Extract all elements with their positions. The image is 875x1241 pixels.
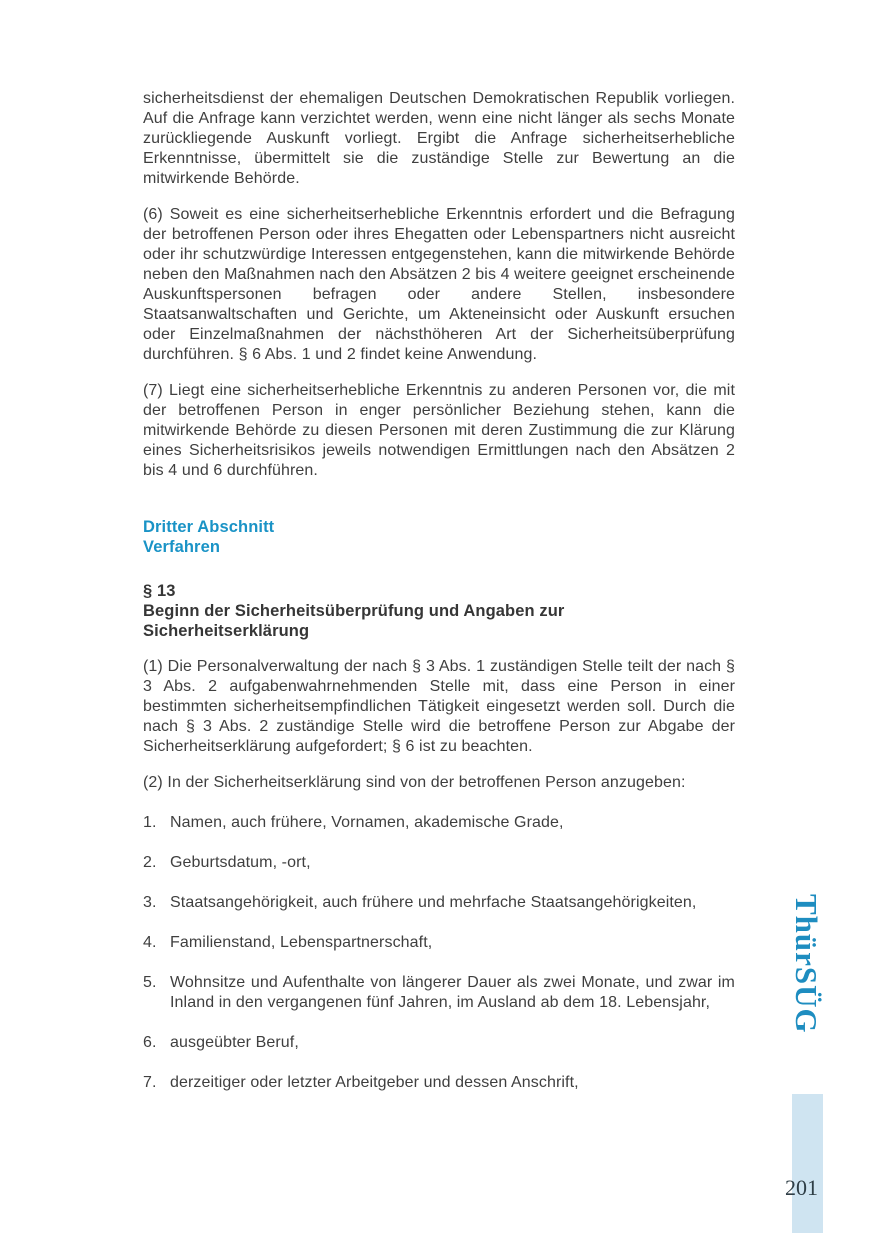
list-item-number: 3. bbox=[143, 894, 157, 911]
list-item-text: ausgeübter Beruf, bbox=[170, 1034, 299, 1051]
list-item-number: 4. bbox=[143, 934, 157, 951]
list-item-text: Staatsangehörigkeit, auch frühere und mehrfache Staatsangehörigkeiten, bbox=[170, 894, 697, 911]
list-item bbox=[143, 1033, 735, 1053]
list-item-text: Wohnsitze und Aufenthalte von längerer Dauer als zwei Monate, und zwar im Inland in den vergangenen fünf Jahren, im Ausland ab dem 18. Lebensjahr, bbox=[170, 974, 735, 1011]
list-item-number: 7. bbox=[143, 1074, 157, 1091]
list-item bbox=[143, 813, 735, 833]
list-item-number: 2. bbox=[143, 854, 157, 871]
list-item-text: derzeitiger oder letzter Arbeitgeber und dessen Anschrift, bbox=[170, 1074, 579, 1091]
paragraph-1: (1) Die Personalverwaltung der nach § 3 Abs. 1 zuständigen Stelle teilt der nach § 3 Abs. 2 aufgabenwahrnehmenden Stelle mit, dass eine Person in einer bestimmten sicherheitsempfindlichen Tätigkeit eingesetzt werden soll. Durch die nach § 3 Abs. 2 zuständige Stelle wird die betroffene Person zur Abgabe der Sicherheitserklärung aufgefordert; § 6 ist zu beachten. bbox=[143, 658, 735, 755]
list-item-text: Familienstand, Lebenspartnerschaft, bbox=[170, 934, 433, 951]
list-item-number: 1. bbox=[143, 814, 157, 831]
article-heading bbox=[143, 581, 735, 641]
section-heading-line1: Dritter Abschnitt bbox=[143, 518, 275, 536]
list-item-number: 6. bbox=[143, 1034, 157, 1051]
paragraph-7: (7) Liegt eine sicherheitserhebliche Erkenntnis zu anderen Personen vor, die mit der betroffenen Person in enger persönlicher Beziehung stehen, kann die mitwirkende Behörde zu diesen Personen mit deren Zustimmung die zur Klärung eines Sicherheitsrisikos jeweils notwendigen Ermittlungen nach den Absätzen 2 bis 4 und 6 durchführen. bbox=[143, 382, 735, 479]
list-item bbox=[143, 1073, 735, 1093]
page-number: 201 bbox=[785, 1175, 818, 1200]
list-item-number: 5. bbox=[143, 974, 157, 991]
paragraph-2-intro: (2) In der Sicherheitserklärung sind von der betroffenen Person anzugeben: bbox=[143, 774, 686, 791]
section-heading bbox=[143, 517, 735, 557]
intro-paragraph: sicherheitsdienst der ehemaligen Deutschen Demokratischen Republik vorliegen. Auf die Anfrage kann verzichtet werden, wenn eine nicht länger als sechs Monate zurückliegende Auskunft vorliegt. Ergibt die Anfrage sicherheitserhebliche Erkenntnisse, übermittelt sie die zuständige Stelle zur Bewertung an die mitwirkende Behörde. bbox=[143, 90, 735, 187]
main-text-column bbox=[143, 89, 735, 1113]
section-heading-line2: Verfahren bbox=[143, 538, 221, 556]
law-abbreviation-side-label: ThürSÜG bbox=[789, 894, 824, 1034]
page-margin-bar bbox=[792, 1094, 823, 1233]
declaration-items-list bbox=[143, 813, 735, 1093]
list-item bbox=[143, 853, 735, 873]
list-item bbox=[143, 933, 735, 953]
article-title: Beginn der Sicherheitsüberprüfung und Angaben zur Sicherheitserklärung bbox=[143, 602, 565, 640]
paragraph-6: (6) Soweit es eine sicherheitserhebliche Erkenntnis erfordert und die Befragung der betroffenen Person oder ihres Ehegatten oder Lebenspartners nicht ausreicht oder ihr schutzwürdige Interessen entgegenstehen, kann die mitwirkende Behörde neben den Maßnahmen nach den Absätzen 2 bis 4 weitere geeignet erscheinende Auskunftspersonen befragen oder andere Stellen, insbesondere Staatsanwaltschaften und Gerichte, um Akteneinsicht oder Auskunft ersuchen oder Einzelmaßnahmen der nächsthöheren Art der Sicherheitsüberprüfung durchführen. § 6 Abs. 1 und 2 findet keine Anwendung. bbox=[143, 206, 735, 363]
list-item bbox=[143, 973, 735, 1013]
list-item bbox=[143, 893, 735, 913]
article-number: § 13 bbox=[143, 582, 176, 600]
list-item-text: Geburtsdatum, -ort, bbox=[170, 854, 311, 871]
list-item-text: Namen, auch frühere, Vornamen, akademische Grade, bbox=[170, 814, 564, 831]
